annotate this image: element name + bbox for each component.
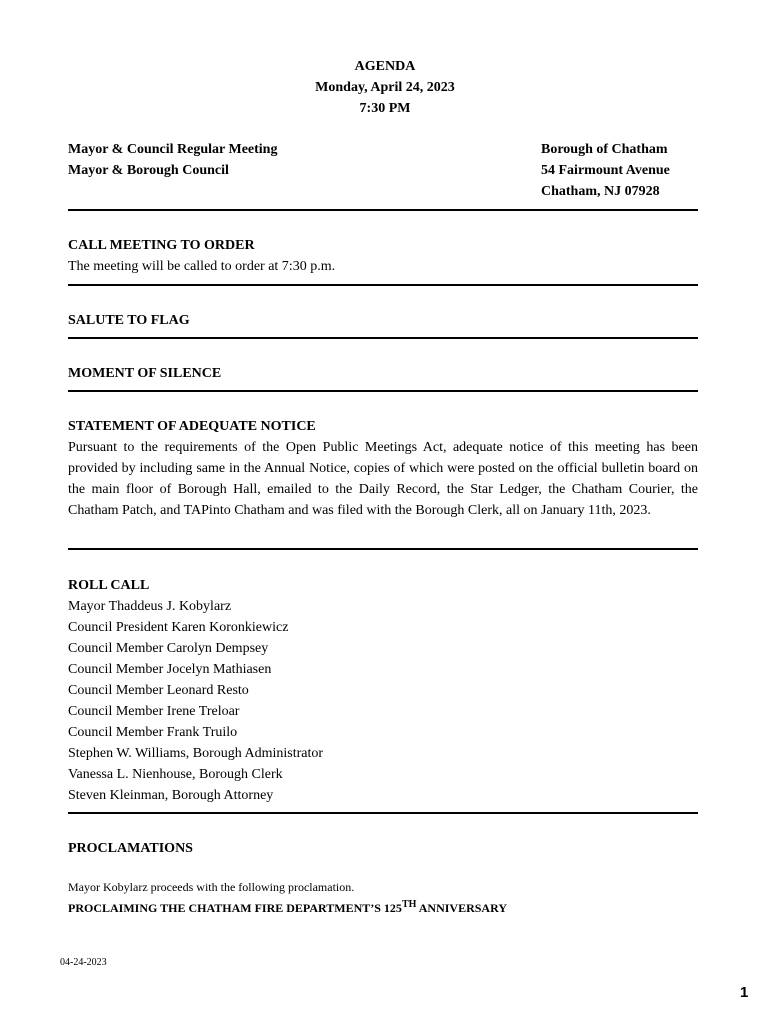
roll-call-member: Council Member Jocelyn Mathiasen xyxy=(68,662,272,677)
roll-call-member: Stephen W. Williams, Borough Administrator xyxy=(68,746,324,761)
borough-name: Borough of Chatham xyxy=(541,142,668,157)
meeting-type: Mayor & Council Regular Meeting xyxy=(68,142,278,157)
roll-call-member: Steven Kleinman, Borough Attorney xyxy=(68,788,274,803)
roll-call-member: Council Member Irene Treloar xyxy=(68,704,240,719)
roll-call-member: Mayor Thaddeus J. Kobylarz xyxy=(68,599,232,614)
proclamation-title-end: ANNIVERSARY xyxy=(418,901,507,915)
borough-city: Chatham, NJ 07928 xyxy=(541,184,660,199)
divider xyxy=(68,337,698,339)
proclamation-intro: Mayor Kobylarz proceeds with the following proclamation. xyxy=(68,880,355,894)
divider xyxy=(68,390,698,392)
proclamations-heading: PROCLAMATIONS xyxy=(68,841,193,856)
divider xyxy=(68,284,698,286)
notice-text: Pursuant to the requirements of the Open Public Meetings Act, adequate notice of this meeting has been provided by including same in the Annual Notice, copies of which were posted on the official bulletin board on the main floor of Borough Hall, emailed to the Daily Record, the Star Ledger, the Chatham Courier, the Chatham Patch, and TAPinto Chatham and was filed with the Borough Clerk, all on January 11th, 2023. xyxy=(68,440,698,518)
divider xyxy=(68,812,698,814)
meeting-time: 7:30 PM xyxy=(359,101,411,116)
proclamation-title-main: PROCLAIMING THE CHATHAM FIRE DEPARTMENT’S 125 xyxy=(68,901,402,915)
roll-call-member: Council Member Leonard Resto xyxy=(68,683,249,698)
call-to-order-text: The meeting will be called to order at 7:30 p.m. xyxy=(68,259,336,274)
page-number: 1 xyxy=(740,984,749,1001)
divider xyxy=(68,209,698,211)
proclamation-title xyxy=(68,898,507,919)
roll-call-member: Vanessa L. Nienhouse, Borough Clerk xyxy=(68,767,283,782)
notice-heading: STATEMENT OF ADEQUATE NOTICE xyxy=(68,419,316,434)
proclamation-title-sup: TH xyxy=(401,899,417,910)
meeting-date: Monday, April 24, 2023 xyxy=(315,80,455,95)
roll-call-member: Council Member Frank Truilo xyxy=(68,725,238,740)
silence-heading: MOMENT OF SILENCE xyxy=(68,366,222,381)
roll-call-heading: ROLL CALL xyxy=(68,578,150,593)
call-to-order-heading: CALL MEETING TO ORDER xyxy=(68,238,255,253)
footer-date: 04-24-2023 xyxy=(60,957,107,968)
agenda-title: AGENDA xyxy=(354,59,416,74)
borough-street: 54 Fairmount Avenue xyxy=(541,163,670,178)
meeting-body: Mayor & Borough Council xyxy=(68,163,229,178)
salute-heading: SALUTE TO FLAG xyxy=(68,313,190,328)
roll-call-member: Council President Karen Koronkiewicz xyxy=(68,620,289,635)
divider xyxy=(68,548,698,550)
roll-call-member: Council Member Carolyn Dempsey xyxy=(68,641,269,656)
